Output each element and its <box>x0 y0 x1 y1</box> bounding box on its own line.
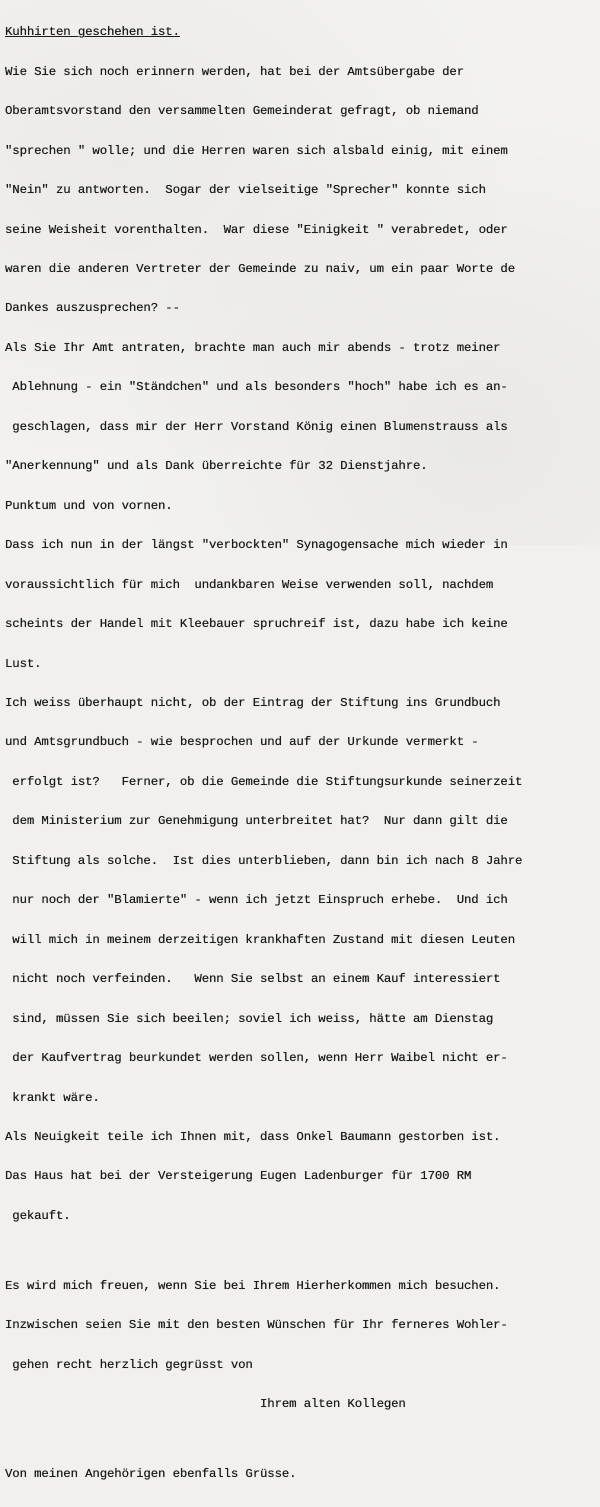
letter-line: der Kaufvertrag beurkundet werden sollen, wenn Herr Waibel nicht er- <box>5 1051 508 1066</box>
letter-line: Punktum und von vornen. <box>5 498 173 513</box>
letter-line: nicht noch verfeinden. Wenn Sie selbst an einem Kauf interessiert <box>5 972 501 987</box>
letter-line: dem Ministerium zur Genehmigung unterbreitet hat? Nur dann gilt die <box>5 814 508 829</box>
letter-line: Das Haus hat bei der Versteigerung Eugen Ladenburger für 1700 RM <box>5 1169 472 1184</box>
letter-line: Dankes auszusprechen? -- <box>5 301 180 316</box>
postscript-line: Von meinen Angehörigen ebenfalls Grüsse. <box>5 1466 297 1481</box>
letter-body <box>5 0 597 1507</box>
letter-line: gekauft. <box>5 1208 71 1223</box>
letter-line: Oberamtsvorstand den versammelten Gemeinderat gefragt, ob niemand <box>5 104 479 119</box>
letter-line: Ablehnung - ein "Ständchen" und als besonders "hoch" habe ich es an- <box>5 380 508 395</box>
letter-line: und Amtsgrundbuch - wie besprochen und auf der Urkunde vermerkt - <box>5 735 479 750</box>
letter-line: Als Neuigkeit teile ich Ihnen mit, dass Onkel Baumann gestorben ist. <box>5 1130 501 1144</box>
letter-line: Dass ich nun in der längst "verbockten" Synagogensache mich wieder in <box>5 538 508 553</box>
letter-line: seine Weisheit vorenthalten. War diese "Einigkeit " verabredet, oder <box>5 222 508 237</box>
letter-line: nur noch der "Blamierte" - wenn ich jetzt Einspruch erhebe. Und ich <box>5 893 508 908</box>
letter-line: will mich in meinem derzeitigen krankhaften Zustand mit diesen Leuten <box>5 932 515 947</box>
letter-line: "sprechen " wolle; und die Herren waren sich alsbald einig, mit einem <box>5 143 508 158</box>
letter-line: Lust. <box>5 656 42 671</box>
letter-line: Wie Sie sich noch erinnern werden, hat bei der Amtsübergabe der <box>5 64 464 79</box>
letter-line: Ich weiss überhaupt nicht, ob der Eintrag der Stiftung ins Grundbuch <box>5 696 501 711</box>
letter-line: Stiftung als solche. Ist dies unterblieben, dann bin ich nach 8 Jahre <box>5 853 523 868</box>
letter-line: gehen recht herzlich gegrüsst von <box>5 1357 253 1372</box>
letter-line: Als Sie Ihr Amt antraten, brachte man auch mir abends - trotz meiner <box>5 340 501 355</box>
letter-line: sind, müssen Sie sich beeilen; soviel ich weiss, hätte am Dienstag <box>5 1011 494 1026</box>
letter-line: scheints der Handel mit Kleebauer spruchreif ist, dazu habe ich keine <box>5 617 508 632</box>
letter-line: "Nein" zu antworten. Sogar der vielseitige "Sprecher" konnte sich <box>5 183 486 198</box>
closing-line: Ihrem alten Kollegen <box>5 1397 406 1412</box>
letter-line: krankt wäre. <box>5 1090 100 1105</box>
letter-line: geschlagen, dass mir der Herr Vorstand König einen Blumenstrauss als <box>5 419 508 434</box>
letter-line: "Anerkennung" und als Dank überreichte für 32 Dienstjahre. <box>5 459 428 474</box>
letter-line: voraussichtlich für mich undankbaren Weise verwenden soll, nachdem <box>5 577 494 592</box>
letter-line: waren die anderen Vertreter der Gemeinde zu naiv, um ein paar Worte de <box>5 262 515 277</box>
letter-line: erfolgt ist? Ferner, ob die Gemeinde die Stiftungsurkunde seinerzeit <box>5 774 523 789</box>
letter-line: Inzwischen seien Sie mit den besten Wünschen für Ihr ferneres Wohler- <box>5 1318 508 1333</box>
letter-line: Kuhhirten geschehen ist. <box>5 25 180 40</box>
letter-line: Es wird mich freuen, wenn Sie bei Ihrem Hierherkommen mich besuchen. <box>5 1278 501 1293</box>
